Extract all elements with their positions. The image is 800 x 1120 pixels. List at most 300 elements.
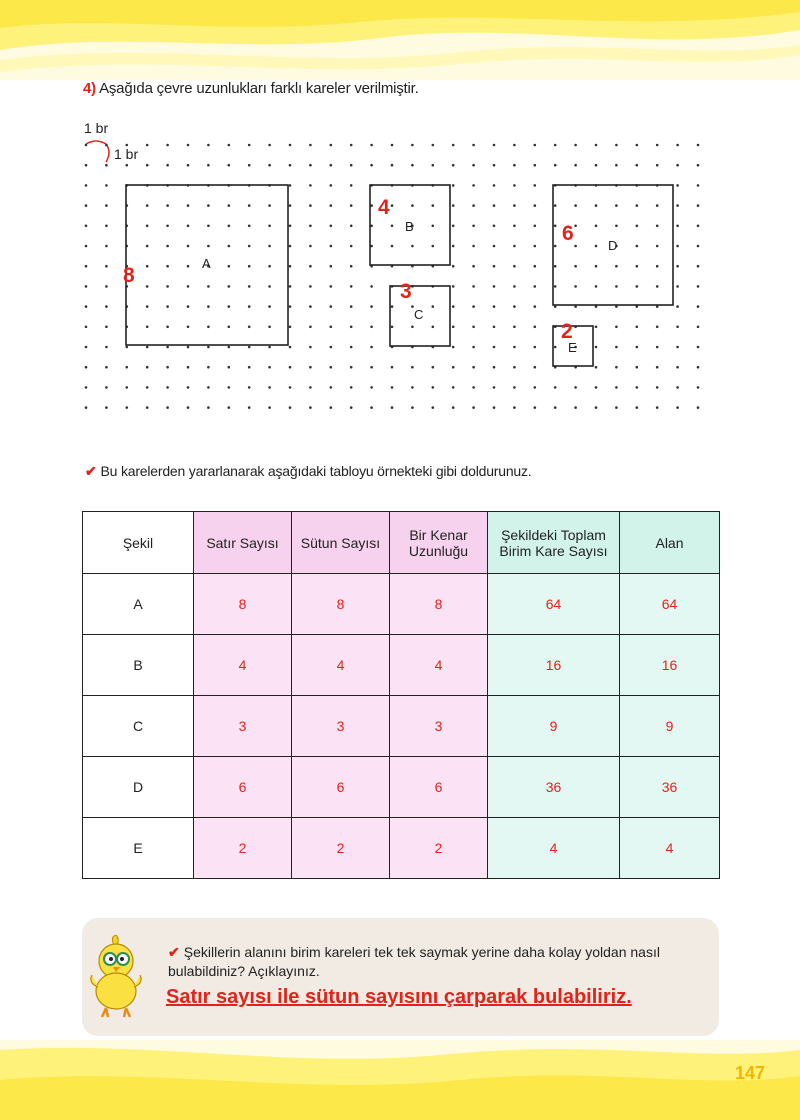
grid-dot [697,285,700,288]
grid-dot [166,204,169,207]
grid-dot [513,305,516,308]
grid-dot [493,285,496,288]
grid-dot [105,326,108,329]
grid-dot [309,326,312,329]
grid-dot [309,144,312,147]
grid-dot [595,285,598,288]
grid-dot [248,305,251,308]
table-row [83,635,720,696]
grid-dot [207,144,210,147]
grid-dot [85,265,88,268]
grid-dot [676,164,679,167]
grid-dot [554,204,557,207]
grid-dot [432,326,435,329]
grid-dot [85,326,88,329]
grid-dot [166,386,169,389]
grid-dot [330,366,333,369]
grid-dot [207,366,210,369]
cell-columns: 3 [292,696,390,757]
grid-dot [330,406,333,409]
cell-unit-squares: 36 [488,757,620,818]
explanation-question [168,943,708,981]
grid-dot [676,225,679,228]
cell-shape: A [83,574,194,635]
grid-dot [493,326,496,329]
grid-dot [146,225,149,228]
grid-dot [636,285,639,288]
square-a-side-answer: 8 [123,264,135,287]
grid-dot [166,245,169,248]
grid-dot [615,204,618,207]
grid-dot [452,285,455,288]
grid-dot [146,245,149,248]
grid-dot [146,285,149,288]
grid-dot [330,326,333,329]
cell-rows: 4 [194,635,292,696]
cell-side-length: 8 [390,574,488,635]
grid-dot [248,144,251,147]
grid-dot [697,366,700,369]
grid-dot [350,386,353,389]
explanation-question-text: Şekillerin alanını birim kareleri tek tek saymak yerine daha kolay yoldan nasıl bulabildiniz? Açıklayınız. [168,944,660,979]
grid-dot [697,245,700,248]
grid-dot [350,225,353,228]
grid-dot [85,204,88,207]
grid-dot [146,265,149,268]
grid-dot [656,366,659,369]
grid-dot [85,406,88,409]
grid-dot [248,406,251,409]
grid-dot [248,225,251,228]
grid-dot [370,305,373,308]
grid-dot [248,346,251,349]
table-header-row [83,512,720,574]
grid-dot [289,184,292,187]
grid-dot [207,245,210,248]
grid-dot [676,346,679,349]
grid-dot [472,164,475,167]
grid-dot [228,204,231,207]
grid-dot [697,184,700,187]
grid-dot [309,204,312,207]
grid-dot [370,346,373,349]
cell-columns: 6 [292,757,390,818]
grid-dot [452,265,455,268]
grid-dot [391,406,394,409]
grid-dot [228,265,231,268]
grid-dot [146,144,149,147]
grid-dot [350,285,353,288]
grid-dot [534,305,537,308]
grid-dot [207,285,210,288]
grid-dot [411,164,414,167]
grid-dot [248,245,251,248]
grid-dot [207,305,210,308]
bottom-decorative-band [0,1040,800,1120]
grid-dot [330,225,333,228]
grid-dot [187,305,190,308]
grid-dot [595,265,598,268]
grid-dot [187,245,190,248]
grid-dot [472,265,475,268]
grid-dot [595,366,598,369]
grid-dot [228,406,231,409]
square-b-label: B [405,219,414,234]
grid-dot [656,245,659,248]
grid-dot [574,265,577,268]
grid-dot [166,164,169,167]
grid-dot [493,406,496,409]
grid-dot [411,326,414,329]
grid-dot [615,144,618,147]
grid-dot [166,326,169,329]
grid-dot [676,366,679,369]
grid-dot [330,245,333,248]
square-e-side-answer: 2 [561,320,573,343]
grid-dot [574,144,577,147]
header-rows: Satır Sayısı [194,512,292,574]
grid-dot [452,245,455,248]
grid-dot [513,406,516,409]
grid-dot [126,346,129,349]
grid-dot [493,265,496,268]
grid-dot [676,285,679,288]
grid-dot [595,164,598,167]
grid-dot [85,245,88,248]
grid-dot [391,164,394,167]
grid-dot [636,326,639,329]
grid-dot [207,164,210,167]
grid-dot [248,326,251,329]
grid-dot [432,386,435,389]
grid-dot [228,346,231,349]
grid-dot [370,366,373,369]
grid-dot [432,144,435,147]
grid-dot [615,386,618,389]
grid-dot [309,366,312,369]
grid-dot [697,305,700,308]
grid-dot [534,326,537,329]
grid-dot [472,346,475,349]
grid-dot [85,184,88,187]
grid-dot [595,326,598,329]
grid-dot [697,225,700,228]
grid-dot [85,386,88,389]
grid-dot [615,326,618,329]
grid-dot [595,204,598,207]
grid-dot [228,366,231,369]
grid-dot [268,326,271,329]
page-number: 147 [735,1063,766,1083]
grid-dot [391,144,394,147]
grid-dot [268,366,271,369]
table-row [83,757,720,818]
grid-dot [289,204,292,207]
grid-dot [146,164,149,167]
unit-label-top: 1 br [84,120,109,136]
grid-dot [187,285,190,288]
grid-dot [472,285,475,288]
grid-dot [697,144,700,147]
grid-dot [452,386,455,389]
grid-dot [289,406,292,409]
grid-dot [697,265,700,268]
grid-dot [411,144,414,147]
grid-dot [289,265,292,268]
grid-dot [350,144,353,147]
square-c-label: C [414,307,424,322]
question-text: Aşağıda çevre uzunlukları farklı kareler verilmiştir. [99,80,419,97]
grid-dot [248,366,251,369]
grid-dot [391,326,394,329]
grid-dot [636,346,639,349]
grid-dot [105,366,108,369]
grid-dot [309,245,312,248]
cell-shape: D [83,757,194,818]
grid-dot [513,346,516,349]
grid-dot [452,144,455,147]
grid-dot [228,326,231,329]
grid-dot [187,386,190,389]
grid-dot [309,184,312,187]
cell-area: 16 [620,635,720,696]
grid-dot [187,265,190,268]
grid-dot [595,386,598,389]
grid-dot [289,386,292,389]
grid-dot [187,326,190,329]
grid-dot [636,245,639,248]
grid-dot [105,225,108,228]
grid-dot [534,225,537,228]
grid-dot [574,285,577,288]
grid-dot [493,204,496,207]
grid-dot [350,265,353,268]
grid-dot [248,204,251,207]
grid-dot [187,204,190,207]
grid-dot [370,326,373,329]
grid-dot [493,346,496,349]
square-d-label: D [608,238,618,253]
grid-dot [146,386,149,389]
grid-dot [105,204,108,207]
grid-dot [85,225,88,228]
grid-dot [574,245,577,248]
grid-dot [472,326,475,329]
grid-dot [493,366,496,369]
grid-dot [289,144,292,147]
grid-dot [534,265,537,268]
grid-dot [513,144,516,147]
grid-dot [697,386,700,389]
grid-dot [228,225,231,228]
grid-dot [452,326,455,329]
grid-dot [105,406,108,409]
grid-dot [85,144,88,147]
grid-dot [574,225,577,228]
instruction [85,463,532,480]
grid-dot [207,386,210,389]
grid-dot [534,386,537,389]
grid-dot [534,406,537,409]
grid-dot [309,225,312,228]
grid-dot [452,346,455,349]
grid-dot [350,326,353,329]
table-row [83,818,720,879]
cell-unit-squares: 64 [488,574,620,635]
grid-dot [330,285,333,288]
header-shape: Şekil [83,512,194,574]
cell-rows: 2 [194,818,292,879]
grid-dot [166,366,169,369]
grid-dot [350,346,353,349]
grid-dot [452,225,455,228]
grid-dot [207,225,210,228]
grid-dot [554,386,557,389]
grid-dot [126,144,129,147]
grid-dot [595,225,598,228]
grid-dot [187,406,190,409]
grid-dot [656,406,659,409]
question-number: 4) [83,80,96,97]
grid-dot [187,366,190,369]
grid-dot [391,225,394,228]
grid-dot [493,225,496,228]
grid-dot [289,285,292,288]
grid-dot [513,326,516,329]
grid-dot [472,386,475,389]
grid-dot [432,164,435,167]
grid-dot [697,406,700,409]
grid-dot [574,204,577,207]
grid-dot [268,346,271,349]
grid-dot [207,346,210,349]
cell-rows: 8 [194,574,292,635]
grid-dot [513,164,516,167]
grid-dot [105,184,108,187]
grid-dot [126,366,129,369]
grid-dot [85,164,88,167]
table-row [83,696,720,757]
grid-dot [493,184,496,187]
grid-dot [228,285,231,288]
grid-dot [126,164,129,167]
grid-dot [411,245,414,248]
grid-dot [554,406,557,409]
grid-dot [615,406,618,409]
grid-dot [309,386,312,389]
grid-dot [554,225,557,228]
grid-dot [432,225,435,228]
grid-dot [452,184,455,187]
grid-dot [105,346,108,349]
grid-dot [513,225,516,228]
grid-dot [309,285,312,288]
grid-dot [676,386,679,389]
grid-dot [676,204,679,207]
square-a-label: A [202,256,211,271]
grid-dot [289,164,292,167]
grid-dot [554,144,557,147]
grid-dot [656,285,659,288]
cell-shape: B [83,635,194,696]
grid-dot [554,346,557,349]
grid-dot [676,406,679,409]
grid-dot [636,406,639,409]
grid-dot [411,406,414,409]
grid-dot [330,184,333,187]
grid-dot [534,164,537,167]
grid-dot [452,305,455,308]
grid-dot [615,164,618,167]
grid-dot [105,164,108,167]
grid-dot [350,245,353,248]
grid-dot [309,346,312,349]
dot-grid [0,0,800,430]
grid-dot [676,265,679,268]
grid-dot [676,305,679,308]
grid-dot [228,144,231,147]
grid-dot [248,164,251,167]
grid-dot [268,204,271,207]
grid-dot [268,245,271,248]
grid-dot [187,346,190,349]
grid-dot [493,164,496,167]
grid-dot [636,386,639,389]
grid-dot [330,204,333,207]
header-side-length: Bir Kenar Uzunluğu [390,512,488,574]
grid-dot [207,204,210,207]
grid-dot [207,406,210,409]
grid-dot [615,366,618,369]
grid-dot [513,386,516,389]
grid-dot [166,305,169,308]
grid-dot [228,164,231,167]
grid-dot [534,184,537,187]
grid-dot [289,326,292,329]
grid-dot [615,265,618,268]
grid-dot [187,225,190,228]
grid-dot [228,386,231,389]
grid-dot [289,305,292,308]
grid-dot [85,366,88,369]
square-e-label: E [568,340,577,355]
grid-dot [350,204,353,207]
grid-dot [105,265,108,268]
grid-dot [289,245,292,248]
cell-side-length: 4 [390,635,488,696]
grid-dot [391,366,394,369]
grid-dot [248,265,251,268]
grid-dot [513,184,516,187]
grid-dot [126,386,129,389]
grid-dot [452,164,455,167]
grid-dot [432,406,435,409]
grid-dot [595,406,598,409]
explanation-answer: Satır sayısı ile sütun sayısını çarparak bulabiliriz. [166,986,632,1008]
grid-dot [676,144,679,147]
cell-columns: 8 [292,574,390,635]
square-d-side-answer: 6 [562,222,574,245]
grid-dot [370,406,373,409]
grid-dot [615,225,618,228]
table-row [83,574,720,635]
grid-dot [166,285,169,288]
grid-dot [228,245,231,248]
cell-columns: 2 [292,818,390,879]
grid-dot [330,386,333,389]
instruction-text: Bu karelerden yararlanarak aşağıdaki tabloyu örnekteki gibi doldurunuz. [100,463,532,479]
grid-dot [268,406,271,409]
